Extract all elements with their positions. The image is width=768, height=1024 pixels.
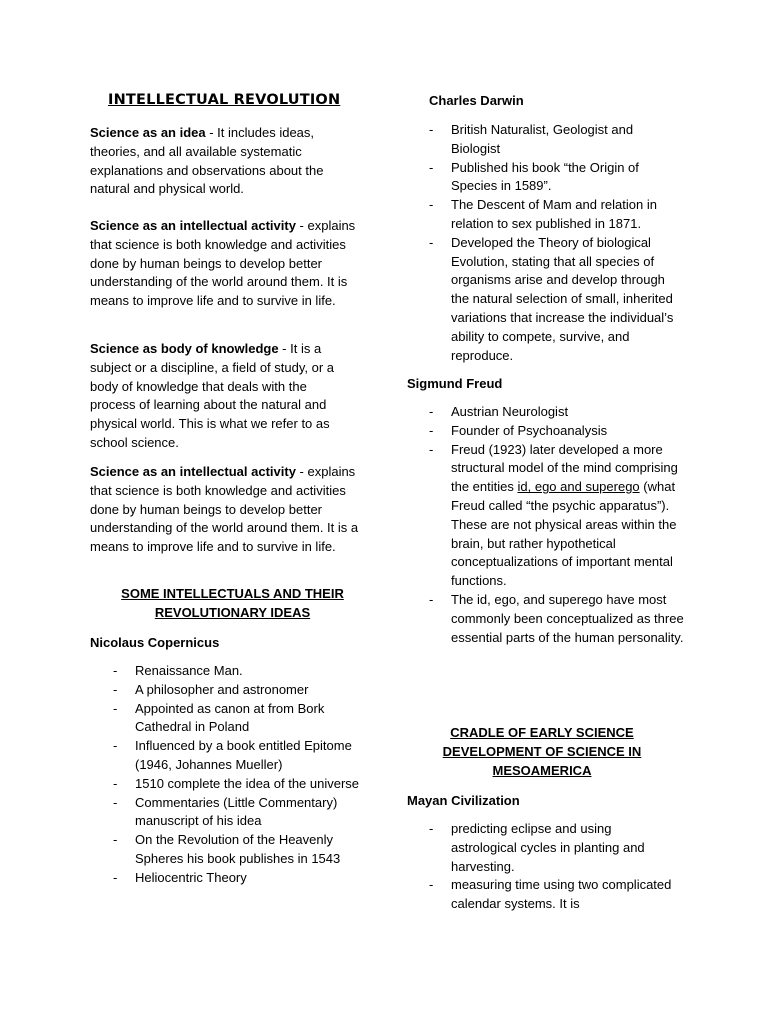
section-heading-line: SOME INTELLECTUALS AND THEIR <box>121 586 344 601</box>
section-heading-line: CRADLE OF EARLY SCIENCE <box>450 725 634 740</box>
darwin-list <box>406 121 682 365</box>
mayan-name: Mayan Civilization <box>407 793 520 808</box>
definition-science-idea <box>90 124 352 199</box>
list-item: - Commentaries (Little Commentary) manuscript of his idea <box>90 794 370 832</box>
freud-name: Sigmund Freud <box>407 376 503 391</box>
list-item: - On the Revolution of the Heavenly Spheres his book publishes in 1543 <box>90 831 370 869</box>
list-item: - predicting eclipse and using astrological cycles in planting and harvesting. <box>406 820 676 876</box>
definition-term: Science as an intellectual activity <box>90 464 296 479</box>
definition-term: Science as an idea <box>90 125 206 140</box>
section-heading-cradle <box>407 724 677 780</box>
list-item: - measuring time using two complicated calendar systems. It is <box>406 876 676 914</box>
list-item: - 1510 complete the idea of the universe <box>90 775 370 794</box>
freud-item-text: (what Freud called “the psychic apparatus”). These are not physical areas within the brain, but rather hypothetical conceptualizations of important mental functions. <box>451 479 677 589</box>
list-item: - Influenced by a book entitled Epitome (1946, Johannes Mueller) <box>90 737 370 775</box>
freud-list <box>406 403 684 647</box>
list-item: - Published his book “the Origin of Species in 1589”. <box>406 159 682 197</box>
list-item: - Renaissance Man. <box>90 662 370 681</box>
definition-text: - It is a subject or a discipline, a field of study, or a body of knowledge that deals with the process of learning about the natural and physical world. This is what we refer to as school science. <box>90 341 334 450</box>
section-heading-intellectuals <box>90 585 375 623</box>
definition-text: - explains that science is both knowledge and activities done by human beings to develop better understanding of the world around them. It is means to improve life and to survive in life. <box>90 218 356 309</box>
list-item: - Developed the Theory of biological Evolution, stating that all species of organisms arise and develop through the natural selection of small, inherited variations that increase the individual’s ability to compete, survive, and reproduce. <box>406 234 682 366</box>
section-heading-line: MESOAMERICA <box>492 762 592 778</box>
copernicus-name: Nicolaus Copernicus <box>90 635 220 650</box>
definition-term: Science as body of knowledge <box>90 341 279 356</box>
mayan-list <box>406 820 676 914</box>
list-item: - A philosopher and astronomer <box>90 681 370 700</box>
list-item: - Austrian Neurologist <box>406 403 684 422</box>
list-item: - The Descent of Mam and relation in relation to sex published in 1871. <box>406 196 682 234</box>
copernicus-list <box>90 662 370 888</box>
section-heading-line: REVOLUTIONARY IDEAS <box>154 604 311 620</box>
definition-science-body-of-knowledge <box>90 340 355 453</box>
section-heading-line: DEVELOPMENT OF SCIENCE IN <box>442 743 642 759</box>
list-item: - Founder of Psychoanalysis <box>406 422 684 441</box>
freud-item-text: Freud (1923) later developed a more structural model of the mind comprising the entities <box>451 441 678 495</box>
list-item: - Appointed as canon at from Bork Cathedral in Poland <box>90 700 370 738</box>
id-ego-superego-underlined: id, ego and superego <box>517 479 640 495</box>
darwin-name: Charles Darwin <box>429 93 524 108</box>
page-title: INTELLECTUAL REVOLUTION <box>108 92 341 108</box>
list-item: - The id, ego, and superego have most commonly been conceptualized as three essential parts of the human personality. <box>406 591 684 647</box>
list-item: - British Naturalist, Geologist and Biologist <box>406 121 682 159</box>
definition-text: - explains that science is both knowledge and activities done by human beings to develop better understanding of the world around them. It is a means to improve life and to survive in life. <box>90 464 359 555</box>
definition-science-intellectual-activity <box>90 217 365 311</box>
definition-term: Science as an intellectual activity <box>90 218 296 233</box>
definition-text: - It includes ideas, theories, and all available systematic explanations and observations about the natural and physical world. <box>90 125 324 197</box>
definition-science-intellectual-activity-2 <box>90 463 365 557</box>
list-item: - Heliocentric Theory <box>90 869 370 888</box>
list-item <box>406 441 684 591</box>
